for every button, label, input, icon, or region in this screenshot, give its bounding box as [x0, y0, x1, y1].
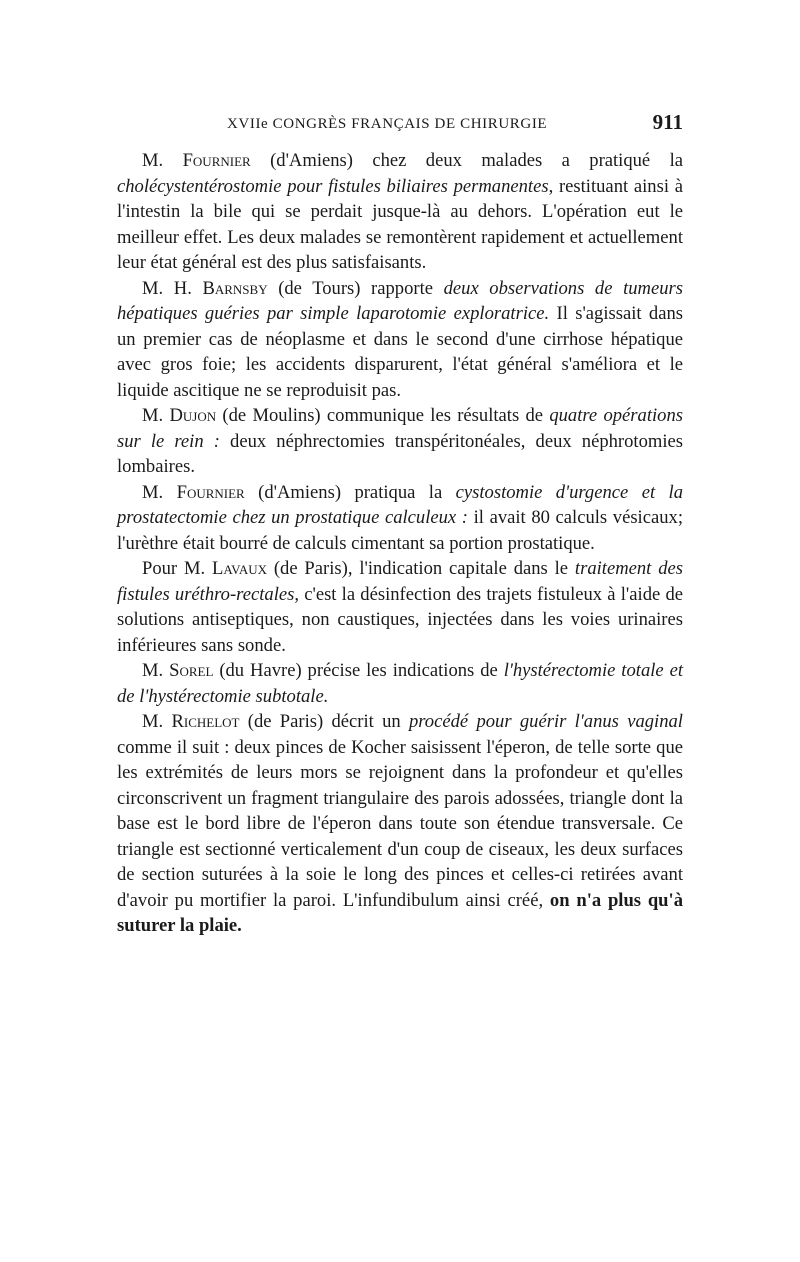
paragraph-lavaux-fistules: [117, 556, 683, 658]
text-run: Pour M.: [142, 558, 213, 579]
paragraph-fournier-cystostomie: [117, 480, 683, 557]
procedure-title: deux observations de tumeurs hépatiques guéries par simple laparotomie exploratrice.: [117, 277, 683, 324]
paragraph-fournier-cholecystenterostomie: [117, 148, 683, 276]
procedure-title: l'hystérectomie totale et de l'hystérectomie subtotale.: [117, 660, 683, 707]
text-run: Il s'agissait dans un premier cas de néoplasme et dans le second d'une cirrhose hépatique avec gros foie; les accidents disparurent, l'état général s'améliora et le liquide ascitique ne se reproduisit pas.: [117, 303, 684, 401]
author-name: Fournier: [182, 150, 251, 171]
paragraph-richelot-anus-vaginal: [117, 709, 683, 939]
text-run: (de Paris) décrit un: [239, 711, 409, 732]
paragraph-dujon-rein: [117, 403, 683, 480]
text-run: (de Paris), l'indication capitale dans le: [266, 558, 575, 579]
text-run: , c'est la désinfection des trajets fistuleux à l'aide de solutions antiseptiques, non caustiques, injectées dans les voies urinaires inférieures sans sonde.: [117, 583, 683, 656]
author-name: Lavaux: [212, 558, 267, 579]
procedure-title: procédé pour guérir l'anus vaginal: [408, 711, 683, 732]
text-run: (du Havre) précise les indications de: [213, 660, 504, 681]
procedure-title: cholécystentérostomie pour fistules biliaires permanentes: [117, 175, 549, 197]
text-run: (de Moulins) communique les résultats de: [216, 405, 550, 426]
text-run: (d'Amiens) pratiqua la: [244, 481, 456, 503]
author-name: Barnsby: [202, 277, 268, 299]
text-run: il avait 80 calculs vésicaux; l'urèthre était bourré de calculs cimentant sa portion prostatique.: [117, 507, 683, 554]
page-header: [117, 108, 683, 148]
text-run: M.: [142, 711, 172, 732]
author-name: Richelot: [171, 711, 240, 732]
text-run: M. H.: [142, 277, 203, 299]
text-run: M.: [142, 481, 177, 503]
procedure-title: traitement des fistules uréthro-rectales: [117, 558, 683, 605]
body-text: [117, 148, 683, 939]
author-name: Sorel: [169, 660, 214, 681]
closing-phrase: on n'a plus qu'à suturer la plaie.: [117, 889, 683, 936]
author-name: Dujon: [169, 405, 217, 426]
book-page: [117, 108, 683, 939]
paragraph-barnsby-tumeurs: [117, 276, 683, 404]
text-run: (de Tours) rapporte: [267, 277, 444, 299]
procedure-title: cystostomie d'urgence et la prostatectomie chez un prostatique calculeux :: [117, 481, 683, 528]
procedure-title: quatre opérations sur le rein :: [117, 405, 683, 452]
page-number: 911: [652, 110, 683, 134]
text-run: , restituant ainsi à l'intestin la bile qui se perdait jusque-là au dehors. L'opération eut le meilleur effet. Les deux malades se remontèrent rapidement et actuellement leur état général est des plus satisfaisants.: [117, 175, 683, 273]
running-head: XVIIe CONGRÈS FRANÇAIS DE CHIRURGIE: [227, 116, 548, 132]
text-run: deux néphrectomies transpéritonéales, deux néphrotomies lombaires.: [117, 430, 683, 477]
author-name: Fournier: [176, 481, 245, 503]
text-run: M.: [142, 405, 170, 426]
text-run: M.: [142, 660, 170, 681]
text-run: comme il suit : deux pinces de Kocher saisissent l'éperon, de telle sorte que les extrémités de leurs mors se rejoignent dans la profondeur et qu'elles circonscrivent un fragment triangulaire des parois adossées, triangle dont la base est le bord libre de l'éperon dans toute son étendue transversale. Ce triangle est sectionné verticalement d'un coup de ciseaux, les deux surfaces de section suturées à la soie le long des pinces et celles-ci retirées avant d'avoir pu mortifier la paroi. L'infundibulum ainsi créé,: [117, 736, 683, 911]
text-run: M.: [142, 150, 183, 171]
text-run: (d'Amiens) chez deux malades a pratiqué la: [250, 150, 683, 171]
paragraph-sorel-hysterectomie: [117, 658, 683, 709]
